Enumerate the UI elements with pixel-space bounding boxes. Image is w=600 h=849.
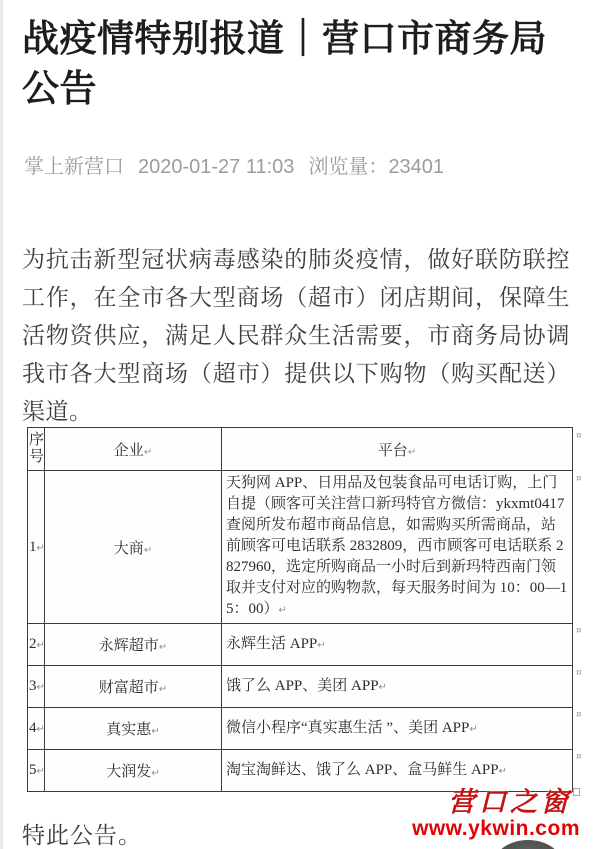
company-name: 大润发 bbox=[106, 764, 152, 780]
table-row bbox=[28, 666, 573, 708]
platform-cell bbox=[222, 750, 573, 792]
page-edge-divider bbox=[0, 0, 3, 849]
cell-end-mark: ↵ bbox=[143, 544, 153, 556]
header-company-label: 企业 bbox=[113, 442, 144, 459]
site-watermark bbox=[412, 788, 580, 841]
header-cell-company bbox=[45, 428, 222, 471]
table-row bbox=[28, 750, 573, 792]
meta-datetime: 2020-01-27 11:03 bbox=[138, 156, 295, 178]
serial-number: 5 bbox=[29, 762, 37, 778]
meta-views-label: 浏览量： bbox=[308, 156, 389, 178]
serial-cell bbox=[28, 624, 45, 666]
closing-statement: 特此公告。 bbox=[22, 822, 142, 848]
company-name: 大商 bbox=[113, 540, 144, 557]
article-body: 为抗击新型冠状病毒感染的肺炎疫情，做好联防联控工作，在全市各大型商场（超市）闭店期间，保障生活物资供应，满足人民群众生活需要，市商务局协调我市各大型商场（超市）提供以下购物（购买配送）渠道。 bbox=[22, 246, 570, 424]
meta-source: 掌上新营口 bbox=[24, 156, 124, 178]
header-platform-label: 平台 bbox=[377, 442, 408, 459]
platform-table bbox=[27, 427, 582, 792]
cell-end-mark: ↵ bbox=[151, 726, 160, 737]
table-row bbox=[28, 708, 573, 750]
company-cell bbox=[45, 471, 222, 624]
table-header-row bbox=[28, 428, 573, 471]
platform-text: 饿了么 APP、美团 APP bbox=[226, 677, 379, 694]
watermark-seal-mark bbox=[573, 788, 580, 796]
serial-number: 3 bbox=[29, 678, 37, 694]
table-row bbox=[28, 471, 573, 624]
article-meta bbox=[24, 150, 444, 179]
cell-end-mark: ↵ bbox=[278, 605, 287, 616]
platform-text: 天狗网 APP、日用品及包装食品可电话订购，上门自提（顾客可关注营口新玛特官方微信：ykxmt0417 查阅所发布超市商品信息，如需购买所需商品，站前顾客可电话联系 2832809，西市顾客可电话联系 2827960，选定所购商品一小时后到新玛特西南门领取并支付对应的购物款，每天服务时间为 10：00—15：00） bbox=[226, 475, 568, 617]
table-row bbox=[28, 624, 573, 666]
company-cell bbox=[45, 708, 222, 750]
platform-text: 微信小程序“真实惠生活 ”、美团 APP bbox=[226, 719, 470, 736]
serial-cell bbox=[28, 708, 45, 750]
row-end-mark: ¤ bbox=[576, 626, 582, 636]
row-end-mark: ¤ bbox=[576, 668, 582, 678]
row-end-marks bbox=[576, 427, 588, 792]
company-name: 永辉超市 bbox=[98, 638, 159, 654]
article-title: 战疫情特别报道｜营口市商务局公告 bbox=[22, 18, 547, 109]
company-cell bbox=[45, 624, 222, 666]
cell-end-mark: ↵ bbox=[498, 765, 507, 777]
row-end-mark: ¤ bbox=[576, 474, 582, 484]
platform-cell bbox=[222, 624, 573, 666]
cell-end-mark: ↵ bbox=[407, 446, 417, 458]
platform-table-grid bbox=[27, 427, 573, 792]
cell-end-mark: ↵ bbox=[317, 639, 326, 651]
cell-end-mark: ↵ bbox=[36, 542, 45, 554]
serial-cell bbox=[28, 471, 45, 624]
row-end-mark: ¤ bbox=[576, 710, 582, 720]
cell-end-mark: ↵ bbox=[151, 768, 160, 779]
company-name: 财富超市 bbox=[98, 680, 159, 696]
serial-number: 2 bbox=[29, 636, 37, 652]
platform-text: 淘宝淘鲜达、饿了么 APP、盒马鲜生 APP bbox=[226, 761, 499, 778]
cell-end-mark: ↵ bbox=[36, 682, 45, 693]
platform-cell bbox=[222, 471, 573, 624]
company-cell bbox=[45, 750, 222, 792]
cell-end-mark: ↵ bbox=[143, 446, 153, 458]
watermark-url: www.ykwin.com bbox=[412, 817, 580, 840]
serial-number: 1 bbox=[29, 538, 37, 555]
watermark-logo-text: 营口之窗 bbox=[448, 787, 572, 817]
row-end-mark: ¤ bbox=[576, 752, 582, 762]
header-cell-no: 序号 bbox=[28, 428, 45, 471]
cell-end-mark: ↵ bbox=[36, 640, 45, 651]
watermark-logo bbox=[412, 788, 580, 816]
serial-cell bbox=[28, 666, 45, 708]
serial-cell bbox=[28, 750, 45, 792]
cell-end-mark: ↵ bbox=[469, 723, 478, 735]
company-name: 真实惠 bbox=[106, 722, 152, 738]
platform-text: 永辉生活 APP bbox=[226, 635, 318, 652]
cell-end-mark: ↵ bbox=[36, 724, 45, 735]
cell-end-mark: ↵ bbox=[378, 681, 387, 693]
platform-cell bbox=[222, 666, 573, 708]
cell-end-mark: ↵ bbox=[36, 766, 45, 777]
header-cell-platform bbox=[222, 428, 573, 471]
serial-number: 4 bbox=[29, 720, 37, 736]
stamp-circle-partial bbox=[494, 840, 562, 849]
cell-end-mark: ↵ bbox=[158, 684, 168, 695]
meta-views-count: 23401 bbox=[388, 156, 445, 178]
cell-end-mark: ↵ bbox=[158, 642, 168, 653]
platform-cell bbox=[222, 708, 573, 750]
company-cell bbox=[45, 666, 222, 708]
row-end-mark: ¤ bbox=[576, 431, 582, 441]
